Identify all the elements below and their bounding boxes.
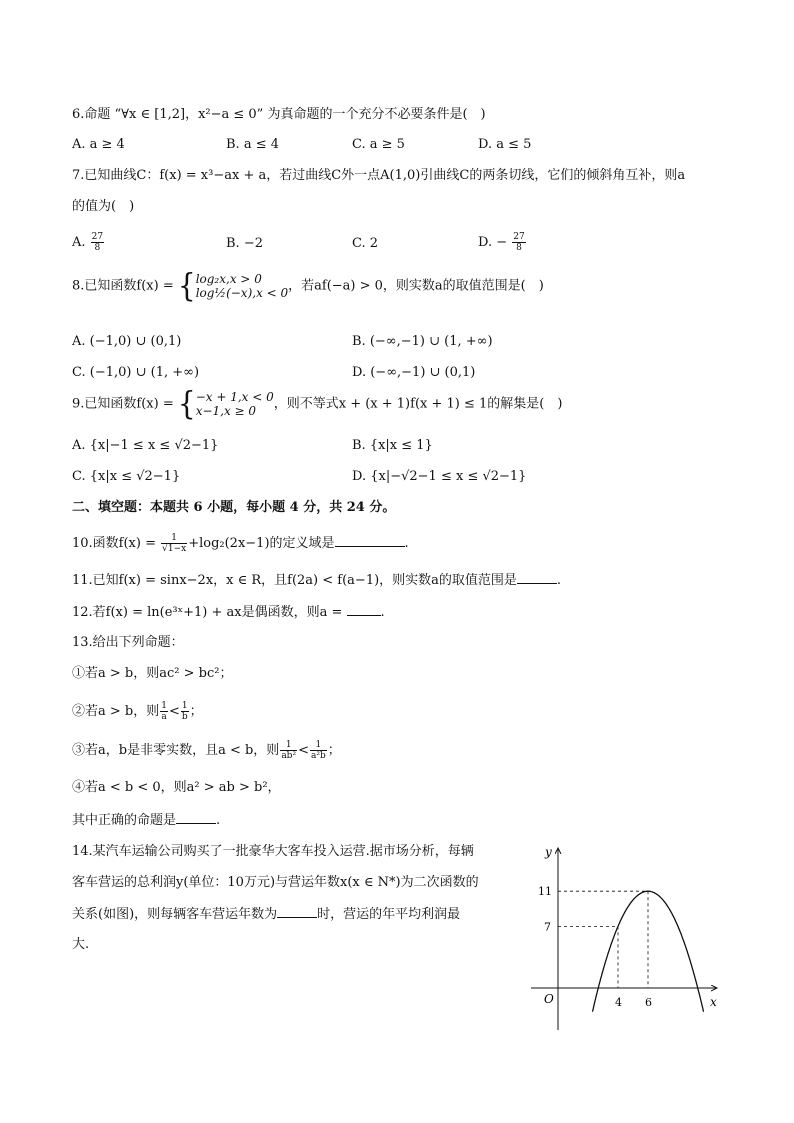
fraction-numerator: 1 bbox=[161, 701, 167, 711]
q10-fraction bbox=[161, 533, 187, 554]
q8-piecewise bbox=[196, 272, 288, 300]
q8-option-c: C. (−1,0) ∪ (1, +∞) bbox=[72, 365, 200, 380]
q8-case-2: log½(−x),x < 0 bbox=[195, 286, 289, 300]
q13-p3-text: ③若a，b是非零实数，且a < b，则 bbox=[72, 743, 280, 758]
q13-end: . bbox=[216, 813, 221, 828]
q7-option-b: B. −2 bbox=[226, 236, 263, 251]
q6-option-a: A. a ≥ 4 bbox=[72, 137, 125, 152]
q9-case-1: −x + 1,x < 0 bbox=[195, 390, 274, 404]
q9-option-b: B. {x|x ≤ 1} bbox=[352, 438, 433, 453]
q10-stem bbox=[72, 530, 409, 558]
answer-blank bbox=[347, 603, 381, 616]
q7-option-d-label: D. − bbox=[478, 235, 508, 250]
q12-end: . bbox=[380, 605, 385, 620]
q13-proposition-1: ①若a > b，则ac² > bc²； bbox=[72, 666, 233, 681]
q7-stem-line1: 7.已知曲线C：f(x) = x³−ax + a，若过曲线C外一点A(1,0)引曲线C的两条切线，它们的倾斜角互补，则a bbox=[72, 168, 686, 183]
q13-proposition-4: ④若a < b < 0，则a² > ab > b²， bbox=[72, 780, 281, 795]
q8-case-1: log₂x,x > 0 bbox=[195, 272, 262, 286]
x-tick-label-4: 4 bbox=[615, 996, 622, 1009]
q8-option-d: D. (−∞,−1) ∪ (0,1) bbox=[352, 365, 476, 380]
fraction-denominator: ab² bbox=[281, 751, 297, 761]
fraction-denominator: b bbox=[181, 712, 188, 722]
parabola-figure bbox=[525, 838, 725, 1038]
q7-option-a bbox=[72, 232, 105, 253]
fraction-denominator: a²b bbox=[310, 751, 326, 761]
q8-option-b: B. (−∞,−1) ∪ (1, +∞) bbox=[352, 334, 493, 349]
fraction-denominator: 8 bbox=[94, 243, 101, 253]
q6-option-d: D. a ≤ 5 bbox=[478, 137, 532, 152]
q13-p2-end: ； bbox=[189, 704, 203, 719]
q9-suffix: ，则不等式x + (x + 1)f(x + 1) ≤ 1的解集是( ) bbox=[273, 396, 563, 412]
q12-text: 12.若f(x) = ln(e³ˣ+1) + ax是偶函数，则a = bbox=[72, 605, 347, 620]
q14-line-4: 大. bbox=[72, 937, 90, 952]
x-tick-label-6: 6 bbox=[645, 996, 652, 1009]
fraction-numerator: 27 bbox=[91, 232, 104, 242]
q11-end: . bbox=[556, 573, 562, 588]
brace-symbol: { bbox=[177, 266, 196, 305]
q7-option-a-fraction bbox=[91, 232, 104, 253]
q9-option-a: A. {x|−1 ≤ x ≤ √2−1} bbox=[72, 438, 219, 453]
q10-prefix: 10.函数f(x) = bbox=[72, 536, 161, 551]
q8-suffix: ，若af(−a) > 0，则实数a的取值范围是( ) bbox=[288, 278, 544, 294]
q10-end: . bbox=[404, 536, 409, 551]
fraction-denominator: 8 bbox=[516, 243, 522, 253]
q8-prefix: 8.已知函数f(x) = bbox=[72, 278, 178, 294]
q9-option-c: C. {x|x ≤ √2−1} bbox=[72, 469, 181, 484]
q13-conclusion bbox=[72, 811, 220, 830]
q7-option-c: C. 2 bbox=[352, 236, 379, 251]
q6-stem: 6.命题 “∀x ∈ [1,2]，x²−a ≤ 0” 为真命题的一个充分不必要条件是( ) bbox=[72, 107, 486, 122]
q14-line-1: 14.某汽车运输公司购买了一批豪华大客车投入运营.据市场分析，每辆 bbox=[72, 844, 474, 859]
fraction-denominator: √1−x bbox=[162, 544, 187, 554]
q11-text: 11.已知f(x) = sinx−2x，x ∈ R，且f(2a) < f(a−1)，则实数a的取值范围是 bbox=[72, 573, 517, 588]
fraction-numerator: 1 bbox=[161, 533, 187, 544]
fraction-numerator: 1 bbox=[310, 740, 327, 751]
q13-proposition-3 bbox=[72, 738, 341, 764]
q13-p3-fraction-2 bbox=[310, 740, 327, 761]
answer-blank bbox=[277, 905, 317, 918]
q8-stem bbox=[72, 266, 544, 305]
q12-stem bbox=[72, 603, 385, 622]
answer-blank bbox=[176, 811, 216, 824]
q8-option-a: A. (−1,0) ∪ (0,1) bbox=[72, 334, 182, 349]
q13-p3-end: ； bbox=[327, 743, 341, 758]
q14-line-3 bbox=[72, 905, 460, 924]
q14-line-3-start: 关系(如图)，则每辆客车营运年数为 bbox=[72, 907, 278, 922]
fraction-numerator: 1 bbox=[280, 740, 297, 751]
less-than-symbol: < bbox=[298, 743, 309, 758]
q13-p2-text: ②若a > b，则 bbox=[72, 704, 160, 719]
q13-stem: 13.给出下列命题： bbox=[72, 635, 184, 650]
q9-piecewise bbox=[196, 390, 274, 418]
q9-stem bbox=[72, 384, 563, 423]
q13-p3-fraction-1 bbox=[280, 740, 297, 761]
origin-label: O bbox=[544, 992, 554, 1006]
q10-suffix: +log₂(2x−1)的定义域是 bbox=[188, 536, 335, 551]
q13-p2-fraction-1 bbox=[160, 701, 168, 722]
q13-p2-fraction-2 bbox=[181, 701, 189, 722]
y-tick-label-11: 11 bbox=[538, 885, 552, 899]
q6-option-b: B. a ≤ 4 bbox=[226, 137, 279, 152]
fraction-denominator: a bbox=[161, 712, 167, 722]
q14-line-3-end: 时，营运的年平均利润最 bbox=[317, 907, 461, 922]
section-heading: 二、填空题：本题共 6 小题，每小题 4 分，共 24 分。 bbox=[72, 500, 396, 515]
q14-line-2: 客车营运的总利润y(单位：10万元)与营运年数x(x ∈ N*)为二次函数的 bbox=[72, 875, 479, 890]
q9-option-d: D. {x|−√2−1 ≤ x ≤ √2−1} bbox=[352, 469, 527, 484]
q7-option-d-fraction bbox=[512, 232, 525, 253]
brace-symbol: { bbox=[177, 384, 196, 423]
q11-stem bbox=[72, 571, 561, 590]
fraction-numerator: 27 bbox=[513, 232, 525, 242]
q13-proposition-2 bbox=[72, 699, 203, 725]
answer-blank bbox=[517, 571, 557, 584]
q9-prefix: 9.已知函数f(x) = bbox=[72, 396, 178, 412]
q7-option-d bbox=[478, 232, 527, 253]
less-than-symbol: < bbox=[168, 704, 180, 719]
fraction-numerator: 1 bbox=[181, 701, 188, 711]
y-tick-label-7: 7 bbox=[544, 920, 551, 934]
q6-option-c: C. a ≥ 5 bbox=[352, 137, 405, 152]
y-axis-label: y bbox=[545, 845, 552, 859]
q7-stem-line2: 的值为( ) bbox=[72, 199, 135, 214]
q7-option-a-label: A. bbox=[72, 235, 86, 250]
q13-conclusion-text: 其中正确的命题是 bbox=[72, 813, 177, 828]
x-axis-label: x bbox=[710, 995, 717, 1009]
q9-case-2: x−1,x ≥ 0 bbox=[195, 404, 257, 418]
answer-blank bbox=[335, 534, 405, 547]
